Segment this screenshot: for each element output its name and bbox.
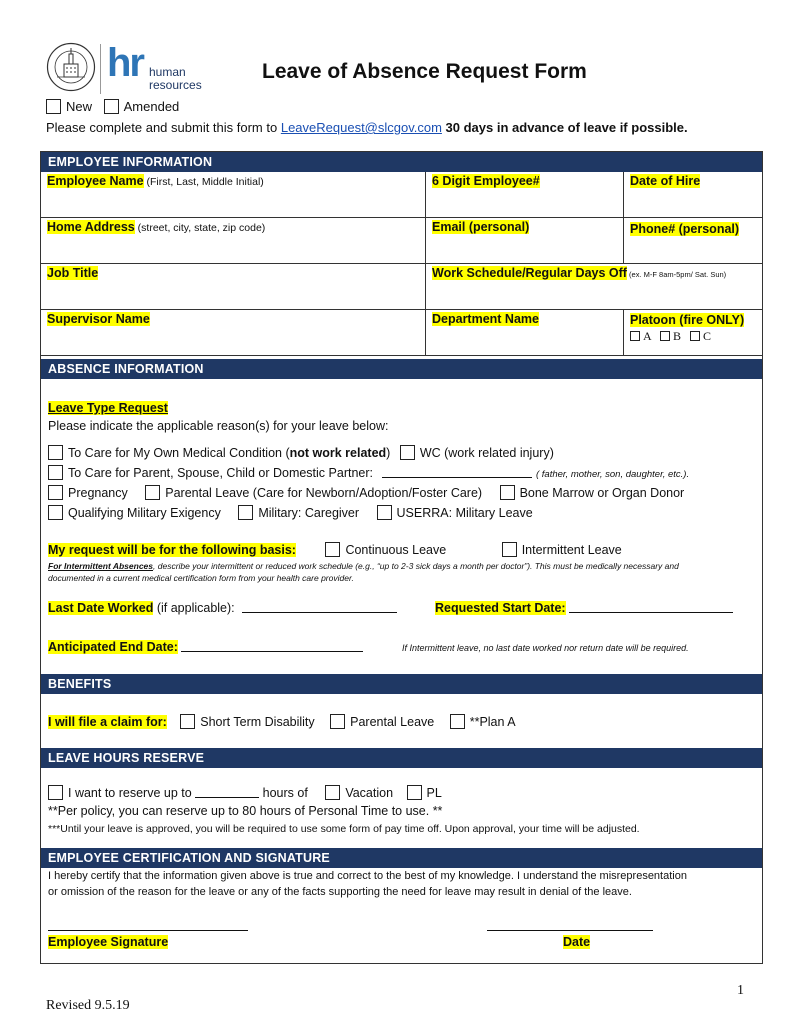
- platoon-c-label: C: [703, 329, 712, 343]
- employee-name-cell[interactable]: [41, 172, 426, 218]
- family-relation-hint: ( father, mother, son, daughter, etc.).: [535, 469, 690, 480]
- certification-statement-1: I hereby certify that the information given above is true and correct to the best of my knowledge. I understand the misrepresentation: [48, 870, 687, 882]
- own-medical-checkbox[interactable]: [48, 445, 63, 460]
- claim-label: I will file a claim for:: [48, 715, 167, 729]
- userra-checkbox[interactable]: [377, 505, 392, 520]
- instruction-suffix: 30 days in advance of leave if possible.: [441, 120, 688, 135]
- amended-label: Amended: [123, 99, 180, 114]
- certification-statement-2: or omission of the reason for the leave or any of the facts supporting the need for leave may result in denial of the leave.: [48, 886, 632, 898]
- parental-leave-checkbox[interactable]: [145, 485, 160, 500]
- platoon-a-label: A: [643, 329, 652, 343]
- absence-info-header: ABSENCE INFORMATION: [41, 359, 762, 379]
- parental-leave-label: Parental Leave (Care for Newborn/Adoption/Foster Care): [165, 486, 483, 500]
- leave-hours-header: LEAVE HOURS RESERVE: [41, 748, 762, 768]
- wc-label: WC (work related injury): [419, 446, 554, 460]
- work-schedule-cell[interactable]: [426, 264, 762, 310]
- hr-logo-letters: hr: [107, 41, 143, 85]
- reason-row-3: [48, 485, 684, 500]
- employee-name-hint: (First, Last, Middle Initial): [143, 176, 264, 188]
- supervisor-name-label: Supervisor Name: [47, 312, 150, 326]
- hr-logo-word1: human: [149, 65, 186, 79]
- certification-header: EMPLOYEE CERTIFICATION AND SIGNATURE: [41, 848, 762, 868]
- job-title-cell[interactable]: [41, 264, 426, 310]
- vacation-label: Vacation: [345, 786, 394, 800]
- employee-info-header: EMPLOYEE INFORMATION: [41, 152, 762, 172]
- form-type-options: [46, 99, 179, 114]
- own-medical-prefix: To Care for My Own Medical Condition (: [68, 446, 290, 460]
- job-title-label: Job Title: [47, 266, 99, 280]
- home-address-label: Home Address: [47, 220, 135, 234]
- intermittent-leave-label: Intermittent Leave: [521, 543, 622, 557]
- leave-type-heading: [48, 401, 168, 415]
- last-date-worked-label: Last Date Worked: [48, 601, 154, 615]
- date-signature-line[interactable]: [487, 930, 653, 931]
- revised-date: Revised 9.5.19: [46, 998, 130, 1013]
- plan-a-checkbox[interactable]: [450, 714, 465, 729]
- wc-checkbox[interactable]: [400, 445, 415, 460]
- plan-a-label: **Plan A: [469, 715, 516, 729]
- military-caregiver-label: Military: Caregiver: [258, 506, 360, 520]
- reason-row-2: [48, 465, 689, 480]
- anticipated-end-label: Anticipated End Date:: [48, 640, 178, 654]
- platoon-cell: [624, 310, 762, 356]
- family-relation-field[interactable]: [382, 466, 532, 478]
- email-cell[interactable]: [426, 218, 624, 264]
- employee-signature-label: Employee Signature: [48, 935, 169, 949]
- leave-type-instruction: Please indicate the applicable reason(s) for your leave below:: [48, 419, 389, 433]
- phone-label: Phone# (personal): [630, 222, 740, 236]
- basis-row: [48, 542, 622, 557]
- military-exigency-label: Qualifying Military Exigency: [68, 506, 221, 520]
- intermittent-note-label: For Intermittent Absences: [48, 561, 154, 571]
- anticipated-end-field[interactable]: [181, 640, 363, 652]
- userra-label: USERRA: Military Leave: [396, 506, 533, 520]
- page-number: 1: [737, 983, 744, 998]
- date-label: Date: [563, 935, 591, 949]
- last-date-worked-field[interactable]: [242, 601, 397, 613]
- vacation-checkbox[interactable]: [325, 785, 340, 800]
- instruction-prefix: Please complete and submit this form to: [46, 120, 281, 135]
- short-term-disability-checkbox[interactable]: [180, 714, 195, 729]
- bone-marrow-checkbox[interactable]: [500, 485, 515, 500]
- leave-request-email-link[interactable]: LeaveRequest@slcgov.com: [280, 120, 442, 135]
- form-title: Leave of Absence Request Form: [262, 60, 587, 83]
- bone-marrow-label: Bone Marrow or Organ Donor: [519, 486, 685, 500]
- leave-type-heading-text: Leave Type Request: [48, 401, 168, 415]
- military-caregiver-checkbox[interactable]: [238, 505, 253, 520]
- military-exigency-checkbox[interactable]: [48, 505, 63, 520]
- reason-row-4: [48, 505, 533, 520]
- reserve-checkbox[interactable]: [48, 785, 63, 800]
- department-name-label: Department Name: [432, 312, 539, 326]
- new-label: New: [66, 99, 93, 114]
- benefit-parental-leave-label: Parental Leave: [350, 715, 435, 729]
- benefits-row: [48, 714, 516, 729]
- date-label-wrap: [563, 935, 590, 949]
- reason-row-1: [48, 445, 554, 460]
- requested-start-row: [435, 601, 733, 615]
- employee-signature-line[interactable]: [48, 930, 248, 931]
- reserve-suffix: hours of: [262, 786, 308, 800]
- short-term-disability-label: Short Term Disability: [200, 715, 315, 729]
- reserve-prefix: I want to reserve up to: [68, 786, 192, 800]
- reserve-row: [48, 785, 442, 800]
- policy-note: **Per policy, you can reserve up to 80 hours of Personal Time to use. **: [48, 804, 443, 818]
- benefits-header: BENEFITS: [41, 674, 762, 694]
- date-of-hire-label: Date of Hire: [630, 174, 701, 188]
- phone-cell[interactable]: [624, 218, 762, 264]
- own-medical-bold: not work related: [289, 446, 387, 460]
- employee-number-label: 6 Digit Employee#: [432, 174, 540, 188]
- family-care-checkbox[interactable]: [48, 465, 63, 480]
- employee-number-cell[interactable]: [426, 172, 624, 218]
- last-date-worked-row: [48, 601, 397, 615]
- platoon-b-checkbox[interactable]: [660, 331, 670, 341]
- intermittent-note-2: documented in a current medical certification form from your health care provider.: [48, 573, 354, 583]
- own-medical-suffix: ): [386, 446, 391, 460]
- amended-checkbox[interactable]: [104, 99, 119, 114]
- requested-start-field[interactable]: [569, 601, 733, 613]
- reserve-hours-field[interactable]: [195, 786, 259, 798]
- form-body: [40, 151, 763, 964]
- anticipated-end-row: [48, 640, 363, 654]
- hr-logo-word2: resources: [149, 78, 202, 92]
- work-schedule-label: Work Schedule/Regular Days Off: [432, 266, 627, 280]
- home-address-cell[interactable]: [41, 218, 426, 264]
- continuous-leave-label: Continuous Leave: [345, 543, 447, 557]
- city-seal-logo: [46, 42, 96, 92]
- family-care-label: To Care for Parent, Spouse, Child or Domestic Partner:: [68, 466, 373, 480]
- benefit-parental-leave-checkbox[interactable]: [330, 714, 345, 729]
- supervisor-name-cell[interactable]: [41, 310, 426, 356]
- pl-checkbox[interactable]: [407, 785, 422, 800]
- platoon-b-label: B: [673, 329, 682, 343]
- logo-divider: [100, 44, 101, 94]
- pregnancy-checkbox[interactable]: [48, 485, 63, 500]
- email-label: Email (personal): [432, 220, 530, 234]
- platoon-a-checkbox[interactable]: [630, 331, 640, 341]
- basis-label: My request will be for the following basis:: [48, 543, 296, 557]
- department-name-cell[interactable]: [426, 310, 624, 356]
- intermittent-leave-checkbox[interactable]: [502, 542, 517, 557]
- date-of-hire-cell[interactable]: [624, 172, 762, 218]
- new-checkbox[interactable]: [46, 99, 61, 114]
- submission-instructions: [46, 120, 688, 135]
- platoon-c-checkbox[interactable]: [690, 331, 700, 341]
- intermittent-return-note: If Intermittent leave, no last date worked nor return date will be required.: [402, 643, 689, 653]
- intermittent-note-1: [48, 561, 679, 571]
- platoon-options: [630, 329, 756, 344]
- continuous-leave-checkbox[interactable]: [325, 542, 340, 557]
- hr-logo: [103, 41, 213, 93]
- home-address-hint: (street, city, state, zip code): [134, 222, 266, 234]
- approval-note: ***Until your leave is approved, you will be required to use some form of pay time off. Upon approval, your time will be adjusted.: [48, 823, 640, 835]
- employee-name-label: Employee Name: [47, 174, 144, 188]
- work-schedule-hint: (ex. M-F 8am-5pm/ Sat. Sun): [626, 270, 727, 279]
- pregnancy-label: Pregnancy: [68, 486, 128, 500]
- requested-start-label: Requested Start Date:: [435, 601, 566, 615]
- pl-label: PL: [426, 786, 442, 800]
- last-date-worked-hint: (if applicable):: [153, 601, 235, 615]
- platoon-label: Platoon (fire ONLY): [630, 313, 745, 327]
- employee-signature-label-wrap: [48, 935, 168, 949]
- intermittent-note-text: , describe your intermittent or reduced work schedule (e.g., “up to 2-3 sick days a month per doctor”). This must be medically necessary and: [153, 561, 679, 571]
